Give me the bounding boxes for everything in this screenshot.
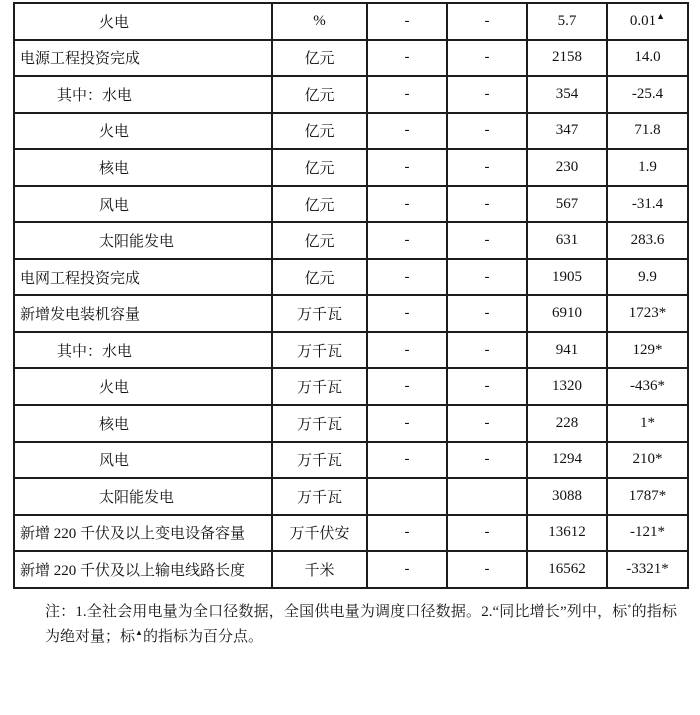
- table-row: [14, 295, 688, 332]
- footnote-text-2: 的指标为绝对量；标: [45, 604, 677, 645]
- period-1-cell: [367, 478, 447, 515]
- unit-cell: 亿元: [272, 76, 367, 113]
- value-cell: 631: [527, 222, 607, 259]
- unit-cell: 亿元: [272, 113, 367, 150]
- indicator-name-cell: 其中：水电: [14, 76, 272, 113]
- period-1-cell: -: [367, 515, 447, 552]
- growth-cell: 14.0: [607, 40, 688, 77]
- triangle-mark: ▲: [656, 10, 666, 21]
- indicator-name-cell: 风电: [14, 442, 272, 479]
- table-row: [14, 113, 688, 150]
- unit-cell: 亿元: [272, 186, 367, 223]
- table-row: [14, 222, 688, 259]
- table-row: [14, 259, 688, 296]
- indicator-name-cell: 风电: [14, 186, 272, 223]
- value-cell: 5.7: [527, 3, 607, 40]
- table-row: [14, 40, 688, 77]
- value-cell: 567: [527, 186, 607, 223]
- period-1-cell: -: [367, 405, 447, 442]
- growth-cell: 283.6: [607, 222, 688, 259]
- table-row: [14, 405, 688, 442]
- value-cell: 6910: [527, 295, 607, 332]
- unit-cell: 万千伏安: [272, 515, 367, 552]
- period-2-cell: -: [447, 76, 527, 113]
- value-cell: 354: [527, 76, 607, 113]
- unit-cell: 亿元: [272, 222, 367, 259]
- growth-cell: 1787*: [607, 478, 688, 515]
- growth-cell: -31.4: [607, 186, 688, 223]
- period-1-cell: -: [367, 3, 447, 40]
- period-2-cell: -: [447, 113, 527, 150]
- period-1-cell: -: [367, 222, 447, 259]
- unit-cell: 亿元: [272, 149, 367, 186]
- unit-cell: 千米: [272, 551, 367, 588]
- footnote: [45, 600, 677, 650]
- period-1-cell: -: [367, 40, 447, 77]
- indicator-name-cell: 新增 220 千伏及以上变电设备容量: [14, 515, 272, 552]
- period-1-cell: -: [367, 332, 447, 369]
- footnote-text-1: 注：1.全社会用电量为全口径数据，全国供电量为调度口径数据。2.“同比增长”列中，标: [45, 604, 628, 620]
- stats-table-body: [14, 3, 688, 588]
- growth-cell: -3321*: [607, 551, 688, 588]
- period-2-cell: -: [447, 186, 527, 223]
- value-cell: 228: [527, 405, 607, 442]
- period-2-cell: [447, 478, 527, 515]
- period-1-cell: -: [367, 76, 447, 113]
- indicator-name-cell: 新增 220 千伏及以上输电线路长度: [14, 551, 272, 588]
- growth-cell: -436*: [607, 368, 688, 405]
- period-1-cell: -: [367, 259, 447, 296]
- value-cell: 1294: [527, 442, 607, 479]
- period-2-cell: -: [447, 3, 527, 40]
- period-1-cell: -: [367, 149, 447, 186]
- table-row: [14, 149, 688, 186]
- footnote-text-3: 的指标为百分点。: [142, 629, 263, 645]
- indicator-name-cell: 核电: [14, 149, 272, 186]
- period-2-cell: -: [447, 442, 527, 479]
- indicator-name-cell: 火电: [14, 113, 272, 150]
- period-2-cell: -: [447, 551, 527, 588]
- value-cell: 16562: [527, 551, 607, 588]
- unit-cell: 万千瓦: [272, 405, 367, 442]
- period-2-cell: -: [447, 222, 527, 259]
- value-cell: 2158: [527, 40, 607, 77]
- unit-cell: %: [272, 3, 367, 40]
- unit-cell: 亿元: [272, 40, 367, 77]
- growth-cell: -25.4: [607, 76, 688, 113]
- growth-cell: 1723*: [607, 295, 688, 332]
- table-row: [14, 3, 688, 40]
- period-1-cell: -: [367, 113, 447, 150]
- growth-cell: 9.9: [607, 259, 688, 296]
- power-statistics-table: [13, 2, 689, 589]
- period-2-cell: -: [447, 40, 527, 77]
- unit-cell: 万千瓦: [272, 442, 367, 479]
- period-1-cell: -: [367, 551, 447, 588]
- growth-cell: 1.9: [607, 149, 688, 186]
- period-2-cell: -: [447, 259, 527, 296]
- indicator-name-cell: 新增发电装机容量: [14, 295, 272, 332]
- table-row: [14, 186, 688, 223]
- indicator-name-cell: 太阳能发电: [14, 222, 272, 259]
- growth-cell: 129*: [607, 332, 688, 369]
- table-row: [14, 478, 688, 515]
- value-cell: 13612: [527, 515, 607, 552]
- value-cell: 347: [527, 113, 607, 150]
- value-cell: 941: [527, 332, 607, 369]
- value-cell: 3088: [527, 478, 607, 515]
- unit-cell: 万千瓦: [272, 478, 367, 515]
- asterisk-mark: *: [627, 603, 632, 612]
- unit-cell: 亿元: [272, 259, 367, 296]
- period-1-cell: -: [367, 368, 447, 405]
- growth-cell: 71.8: [607, 113, 688, 150]
- period-2-cell: -: [447, 405, 527, 442]
- growth-cell: 210*: [607, 442, 688, 479]
- unit-cell: 万千瓦: [272, 295, 367, 332]
- growth-cell: 1*: [607, 405, 688, 442]
- indicator-name-cell: 电源工程投资完成: [14, 40, 272, 77]
- table-row: [14, 515, 688, 552]
- triangle-mark: ▲: [135, 628, 143, 637]
- unit-cell: 万千瓦: [272, 368, 367, 405]
- indicator-name-cell: 其中：水电: [14, 332, 272, 369]
- indicator-name-cell: 核电: [14, 405, 272, 442]
- growth-cell: -121*: [607, 515, 688, 552]
- unit-cell: 万千瓦: [272, 332, 367, 369]
- table-row: [14, 368, 688, 405]
- period-2-cell: -: [447, 295, 527, 332]
- indicator-name-cell: 火电: [14, 368, 272, 405]
- table-row: [14, 551, 688, 588]
- value-cell: 1320: [527, 368, 607, 405]
- value-cell: 230: [527, 149, 607, 186]
- period-2-cell: -: [447, 332, 527, 369]
- table-row: [14, 332, 688, 369]
- table-row: [14, 76, 688, 113]
- value-cell: 1905: [527, 259, 607, 296]
- period-1-cell: -: [367, 186, 447, 223]
- growth-cell: 0.01▲: [607, 3, 688, 40]
- period-2-cell: -: [447, 368, 527, 405]
- period-1-cell: -: [367, 295, 447, 332]
- table-row: [14, 442, 688, 479]
- period-2-cell: -: [447, 515, 527, 552]
- indicator-name-cell: 电网工程投资完成: [14, 259, 272, 296]
- period-1-cell: -: [367, 442, 447, 479]
- indicator-name-cell: 太阳能发电: [14, 478, 272, 515]
- period-2-cell: -: [447, 149, 527, 186]
- indicator-name-cell: 火电: [14, 3, 272, 40]
